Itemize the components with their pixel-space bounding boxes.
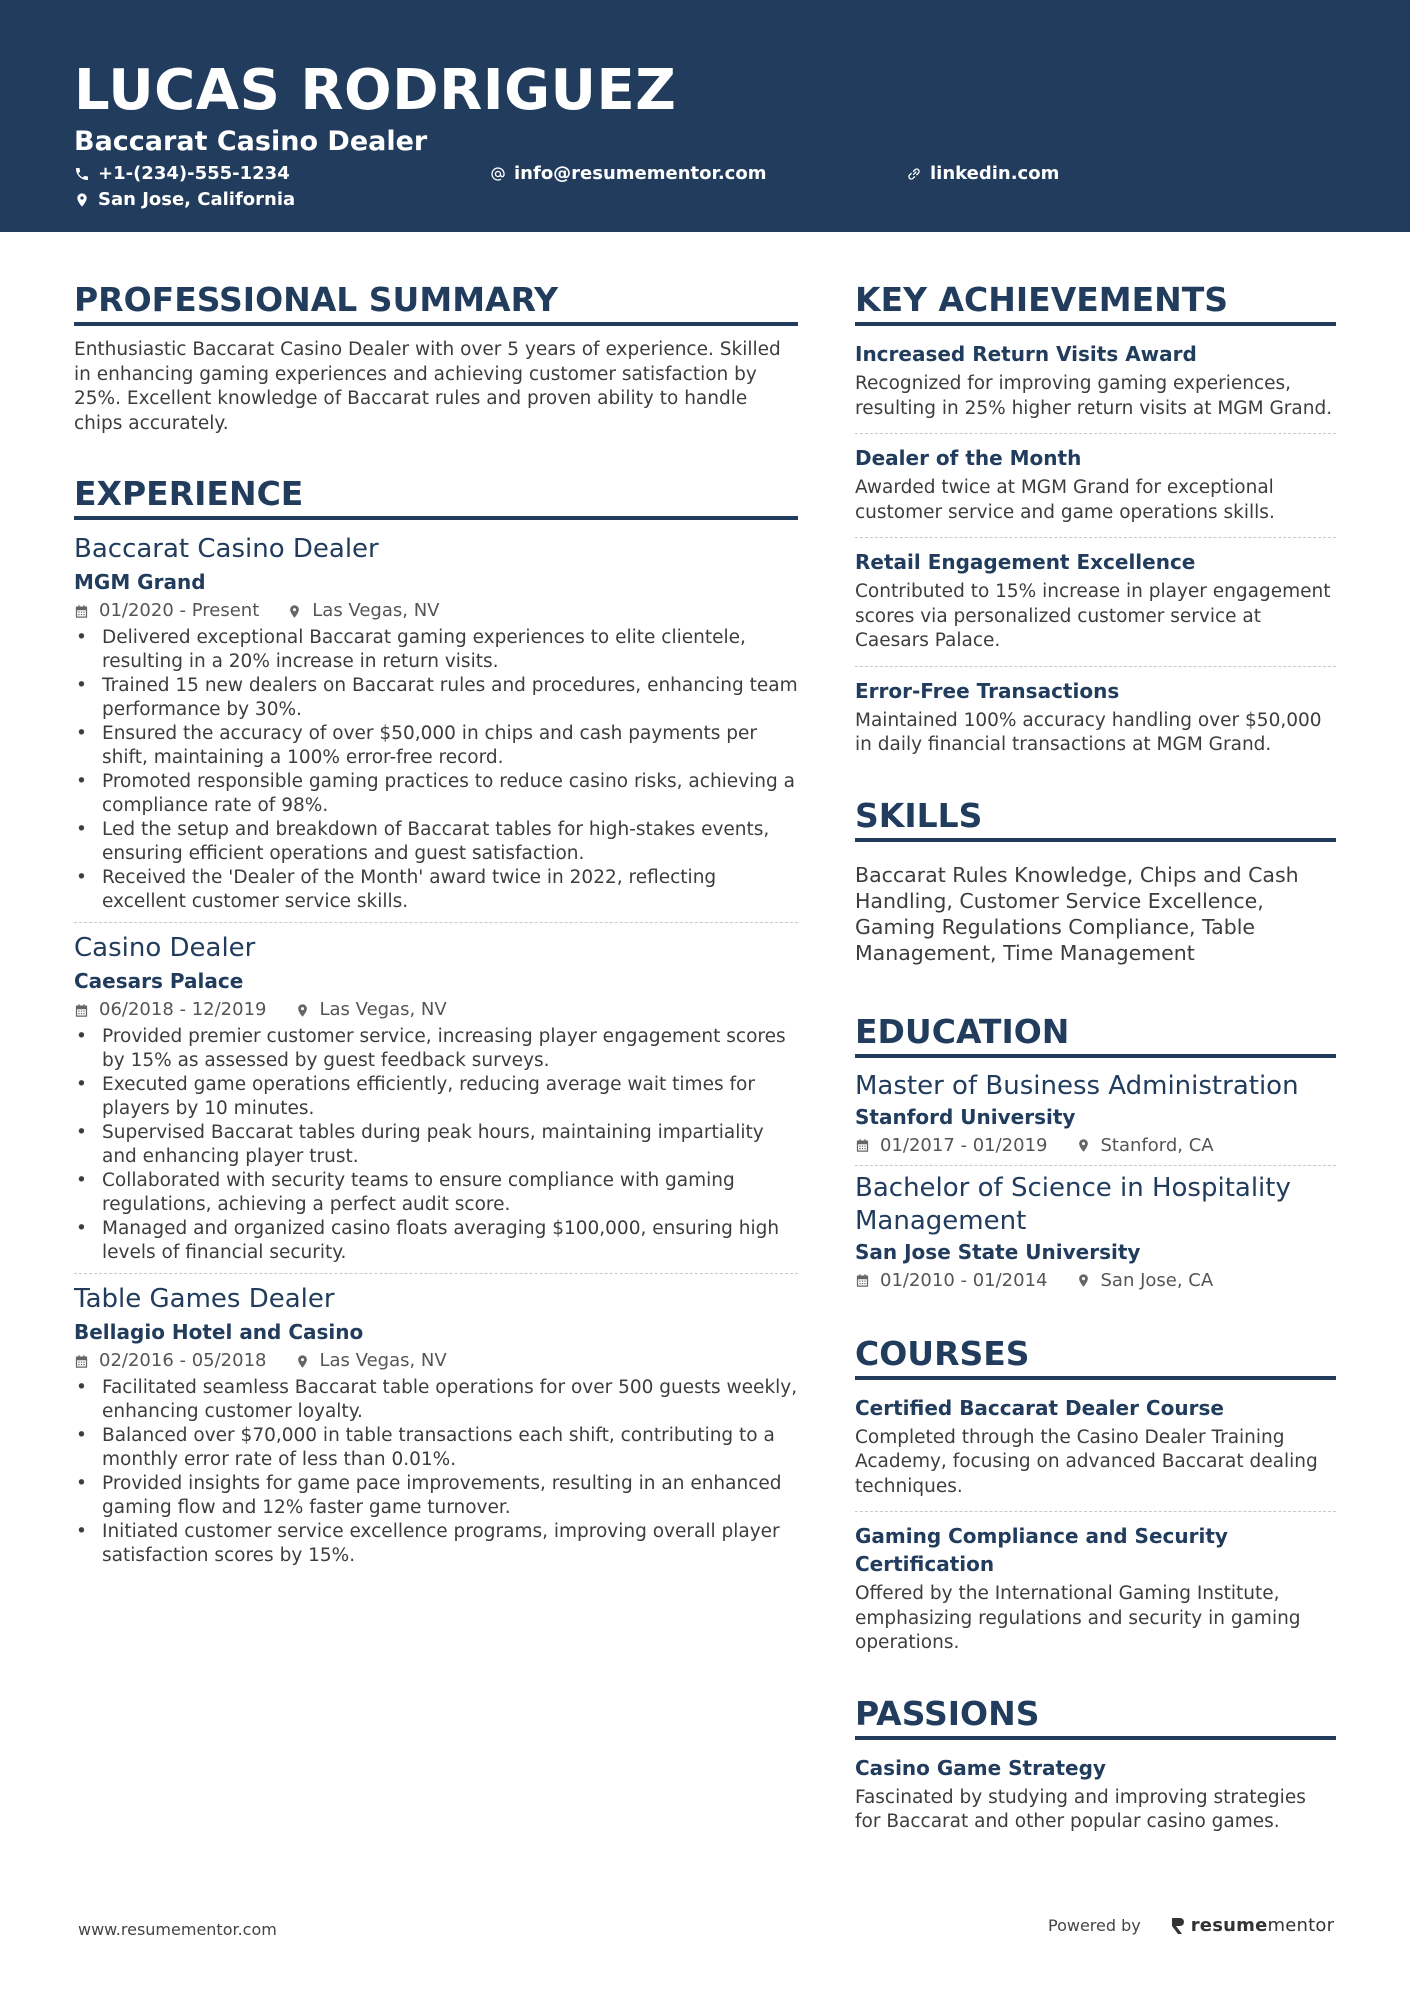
job-bullet: • Promoted responsible gaming practices to reduce casino risks, achieving a compliance rate of 98%. — [74, 770, 798, 818]
map-pin-icon — [295, 1354, 310, 1369]
experience-entry — [74, 1273, 798, 1568]
school-name: Stanford University — [855, 1104, 1076, 1129]
item-description: Offered by the International Gaming Institute, emphasizing regulations and security in gaming operations. — [855, 1583, 1301, 1653]
achievements-item — [855, 433, 1336, 537]
item-description: Maintained 100% accuracy handling over $50,000 in daily financial transactions at MGM Grand. — [855, 709, 1322, 755]
job-bullets — [74, 1376, 798, 1568]
section-title: EDUCATION — [855, 1012, 1336, 1058]
courses-item — [855, 1511, 1336, 1668]
achievements-section — [855, 280, 1336, 770]
education-meta — [855, 1133, 1336, 1159]
item-description: Completed through the Casino Dealer Training Academy, focusing on advanced Baccarat dealing techniques. — [855, 1426, 1318, 1497]
job-company: MGM Grand — [74, 570, 206, 594]
item-description: Fascinated by studying and improving strategies for Baccarat and other popular casino games. — [855, 1786, 1306, 1832]
item-description: Contributed to 15% increase in player engagement scores via personalized customer service at Caesars Palace. — [855, 581, 1331, 651]
section-title: KEY ACHIEVEMENTS — [855, 280, 1336, 326]
brand-name: resumementor — [1190, 1915, 1335, 1936]
footer-branding — [1048, 1915, 1334, 1936]
job-meta — [74, 598, 798, 624]
achievements-list — [855, 330, 1336, 770]
item-title: Gaming Compliance and Security Certification — [855, 1524, 1228, 1576]
job-bullet: • Provided insights for game pace improvements, resulting in an enhanced gaming flow and 12% faster game turnover. — [74, 1472, 798, 1520]
item-title: Dealer of the Month — [855, 446, 1082, 470]
job-bullet: • Facilitated seamless Baccarat table operations for over 500 guests weekly, enhancing customer loyalty. — [74, 1376, 798, 1424]
item-title: Certified Baccarat Dealer Course — [855, 1395, 1224, 1420]
education-entry — [855, 1165, 1336, 1300]
education-dates: 01/2010 - 01/2014 — [880, 1269, 1048, 1291]
section-title: PROFESSIONAL SUMMARY — [74, 280, 798, 326]
linkedin-text[interactable]: linkedin.com — [930, 163, 1060, 184]
calendar-icon — [74, 1003, 89, 1018]
calendar-icon — [855, 1138, 870, 1153]
achievements-item — [855, 330, 1336, 433]
section-title: EXPERIENCE — [74, 474, 798, 520]
item-title: Error-Free Transactions — [855, 678, 1120, 703]
education-dates: 01/2017 - 01/2019 — [880, 1134, 1048, 1156]
education-location: Stanford, CA — [1100, 1134, 1214, 1156]
job-bullet: • Collaborated with security teams to ensure compliance with gaming regulations, achieving a perfect audit score. — [74, 1169, 798, 1217]
experience-list — [74, 524, 798, 1568]
section-title: COURSES — [855, 1334, 1336, 1380]
job-meta — [74, 1348, 798, 1374]
job-company: Bellagio Hotel and Casino — [74, 1320, 364, 1344]
item-title: Casino Game Strategy — [855, 1755, 1106, 1780]
job-bullet: • Ensured the accuracy of over $50,000 in chips and cash payments per shift, maintaining a 100% error-free record. — [74, 722, 798, 770]
job-title: Baccarat Casino Dealer — [74, 534, 379, 564]
phone-text: +1-(234)-555-1234 — [98, 163, 290, 184]
map-pin-icon — [295, 1003, 310, 1018]
courses-section — [855, 1334, 1336, 1668]
skills-section — [855, 796, 1336, 966]
section-title: SKILLS — [855, 796, 1336, 842]
courses-item — [855, 1384, 1336, 1512]
map-pin-icon — [287, 604, 302, 619]
job-company: Caesars Palace — [74, 969, 244, 993]
powered-by-text: Powered by — [1048, 1916, 1141, 1935]
resumementor-logo-icon — [1171, 1917, 1185, 1935]
location-text: San Jose, California — [98, 189, 296, 210]
map-pin-icon — [1076, 1273, 1091, 1288]
job-bullet: • Led the setup and breakdown of Baccarat tables for high-stakes events, ensuring efficient operations and guest satisfaction. — [74, 818, 798, 866]
courses-list — [855, 1384, 1336, 1668]
calendar-icon — [855, 1273, 870, 1288]
job-bullet: • Executed game operations efficiently, reducing average wait times for players by 10 minutes. — [74, 1073, 798, 1121]
degree-title: Bachelor of Science in Hospitality Management — [855, 1172, 1291, 1236]
job-meta — [74, 997, 798, 1023]
job-title: Casino Dealer — [74, 933, 256, 963]
footer-website[interactable]: www.resumementor.com — [78, 1920, 277, 1939]
calendar-icon — [74, 604, 89, 619]
job-bullets — [74, 1025, 798, 1265]
calendar-icon — [74, 1354, 89, 1369]
job-bullet: • Balanced over $70,000 in table transactions each shift, contributing to a monthly error rate of less than 0.01%. — [74, 1424, 798, 1472]
job-bullet: • Supervised Baccarat tables during peak hours, maintaining impartiality and enhancing player trust. — [74, 1121, 798, 1169]
contact-linkedin[interactable] — [906, 162, 1059, 186]
email-text[interactable]: info@resumementor.com — [514, 163, 767, 184]
education-location: San Jose, CA — [1100, 1269, 1214, 1291]
job-bullets — [74, 626, 798, 914]
experience-entry — [74, 922, 798, 1265]
achievements-item — [855, 666, 1336, 770]
education-meta — [855, 1268, 1336, 1294]
skills-text: Baccarat Rules Knowledge, Chips and Cash Handling, Customer Service Excellence, Gaming Regulations Compliance, Table Management, Time Management — [855, 862, 1299, 965]
education-list — [855, 1064, 1336, 1300]
item-description: Awarded twice at MGM Grand for exceptional customer service and game operations skills. — [855, 477, 1275, 523]
job-location: Las Vegas, NV — [319, 1350, 447, 1371]
job-bullet: • Provided premier customer service, increasing player engagement scores by 15% as assessed by guest feedback surveys. — [74, 1025, 798, 1073]
at-icon — [490, 166, 506, 182]
map-pin-icon — [74, 192, 90, 208]
job-location: Las Vegas, NV — [319, 999, 447, 1020]
job-bullet: • Delivered exceptional Baccarat gaming experiences to elite clientele, resulting in a 20% increase in return visits. — [74, 626, 798, 674]
contact-phone — [74, 162, 290, 186]
job-dates: 01/2020 - Present — [99, 600, 260, 621]
school-name: San Jose State University — [855, 1239, 1141, 1264]
job-dates: 06/2018 - 12/2019 — [99, 999, 267, 1020]
link-icon — [906, 166, 922, 182]
item-title: Retail Engagement Excellence — [855, 550, 1196, 574]
job-bullet: • Managed and organized casino floats averaging $100,000, ensuring high levels of financial security. — [74, 1217, 798, 1265]
job-location: Las Vegas, NV — [312, 600, 440, 621]
contact-location — [74, 188, 295, 212]
candidate-role: Baccarat Casino Dealer — [74, 126, 428, 157]
job-dates: 02/2016 - 05/2018 — [99, 1350, 267, 1371]
experience-entry — [74, 524, 798, 914]
job-bullet: • Initiated customer service excellence programs, improving overall player satisfaction scores by 15%. — [74, 1520, 798, 1568]
item-title: Increased Return Visits Award — [855, 342, 1197, 366]
experience-section — [74, 474, 798, 1568]
section-title: PASSIONS — [855, 1694, 1336, 1740]
passions-section — [855, 1694, 1336, 1847]
summary-text: Enthusiastic Baccarat Casino Dealer with over 5 years of experience. Skilled in enhancing gaming experiences and achieving customer satisfaction by 25%. Excellent knowledge of Baccarat rules and proven ability to handle chips accurately. — [74, 339, 781, 434]
job-bullet: • Trained 15 new dealers on Baccarat rules and procedures, enhancing team performance by 30%. — [74, 674, 798, 722]
contact-email[interactable] — [490, 162, 766, 186]
phone-icon — [74, 166, 90, 182]
education-section — [855, 1012, 1336, 1300]
resume-header — [0, 0, 1410, 232]
right-column — [855, 280, 1336, 1847]
education-entry — [855, 1064, 1336, 1165]
item-description: Recognized for improving gaming experiences, resulting in 25% higher return visits at MGM Grand. — [855, 373, 1333, 419]
passions-list — [855, 1744, 1336, 1847]
left-column — [74, 280, 798, 1568]
map-pin-icon — [1076, 1138, 1091, 1153]
passions-item — [855, 1744, 1336, 1847]
candidate-name: LUCAS RODRIGUEZ — [74, 58, 677, 123]
achievements-item — [855, 537, 1336, 666]
summary-section — [74, 280, 798, 436]
degree-title: Master of Business Administration — [855, 1070, 1299, 1101]
job-title: Table Games Dealer — [74, 1284, 335, 1314]
job-bullet: • Received the 'Dealer of the Month' award twice in 2022, reflecting excellent customer service skills. — [74, 866, 798, 914]
